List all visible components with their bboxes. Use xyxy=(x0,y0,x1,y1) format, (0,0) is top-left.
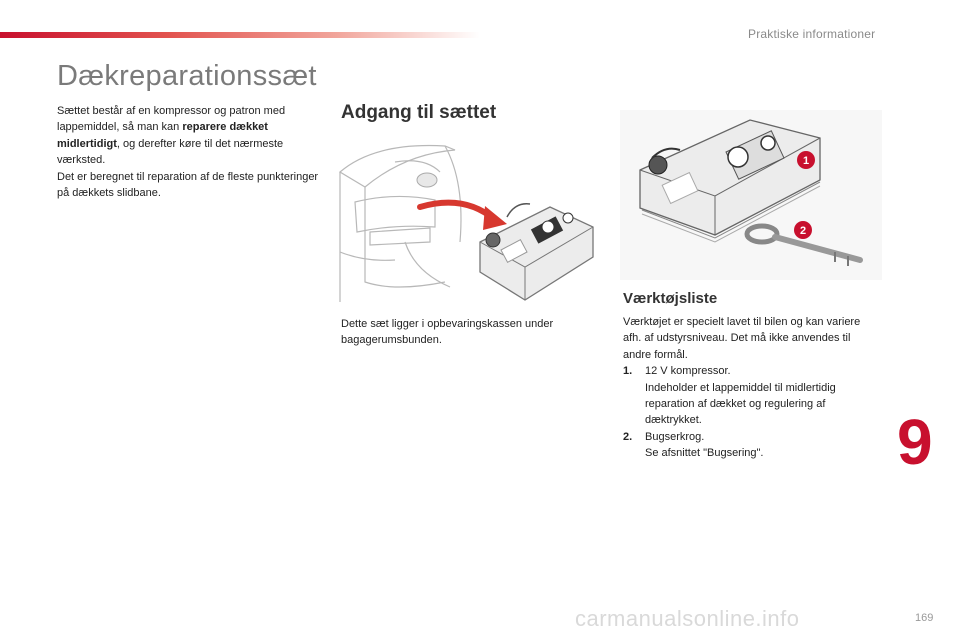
intro-text-1: Sættet består af en kompressor og patron med lappemiddel, så man kan xyxy=(57,105,286,134)
callout-label-2: 2 xyxy=(799,225,807,237)
list-item-detail: Se afsnittet "Bugsering". xyxy=(645,447,764,460)
list-item-number: 1. xyxy=(623,365,633,378)
section-header-title: Praktiske informationer xyxy=(748,27,876,41)
list-item-title: Bugserkrog. xyxy=(645,430,705,443)
list-item-detail: Indeholder et lappemiddel til midlertidig reparation af dækket og regulering af dæktrykket. xyxy=(645,381,836,427)
section-heading-access: Adgang til sættet xyxy=(341,102,497,123)
header-accent-bar xyxy=(0,32,480,38)
tool-list-content xyxy=(623,314,873,462)
tool-list-intro: Værktøjet er specielt lavet til bilen og kan variere afh. af udstyrsniveau. Det må ikke anvendes til andre formål. xyxy=(623,316,861,361)
watermark: carmanualsonline.info xyxy=(575,606,800,631)
callout-label-1: 1 xyxy=(802,155,810,167)
intro-text-2: , og derefter køre til det nærmeste værksted. xyxy=(57,137,284,167)
intro-text-3: Det er beregnet til reparation af de fleste punkteringer på dækkets slidbane. xyxy=(57,170,319,200)
section-heading-tool-list: Værktøjsliste xyxy=(623,290,718,307)
list-item-number: 2. xyxy=(623,430,633,443)
intro-bold-text: reparere dækket midlertidigt xyxy=(57,121,268,150)
trunk-kit-illustration xyxy=(335,132,600,308)
list-item-title: 12 V kompressor. xyxy=(645,365,731,378)
intro-paragraph xyxy=(57,103,322,201)
kit-contents-illustration xyxy=(620,110,882,280)
chapter-number: 9 xyxy=(897,406,933,478)
list-item xyxy=(623,429,873,462)
list-item xyxy=(623,363,873,429)
page-number: 169 xyxy=(915,612,934,624)
page-title: Dækreparationssæt xyxy=(57,60,317,92)
access-description: Dette sæt ligger i opbevaringskassen under bagagerumsbunden. xyxy=(341,318,554,347)
